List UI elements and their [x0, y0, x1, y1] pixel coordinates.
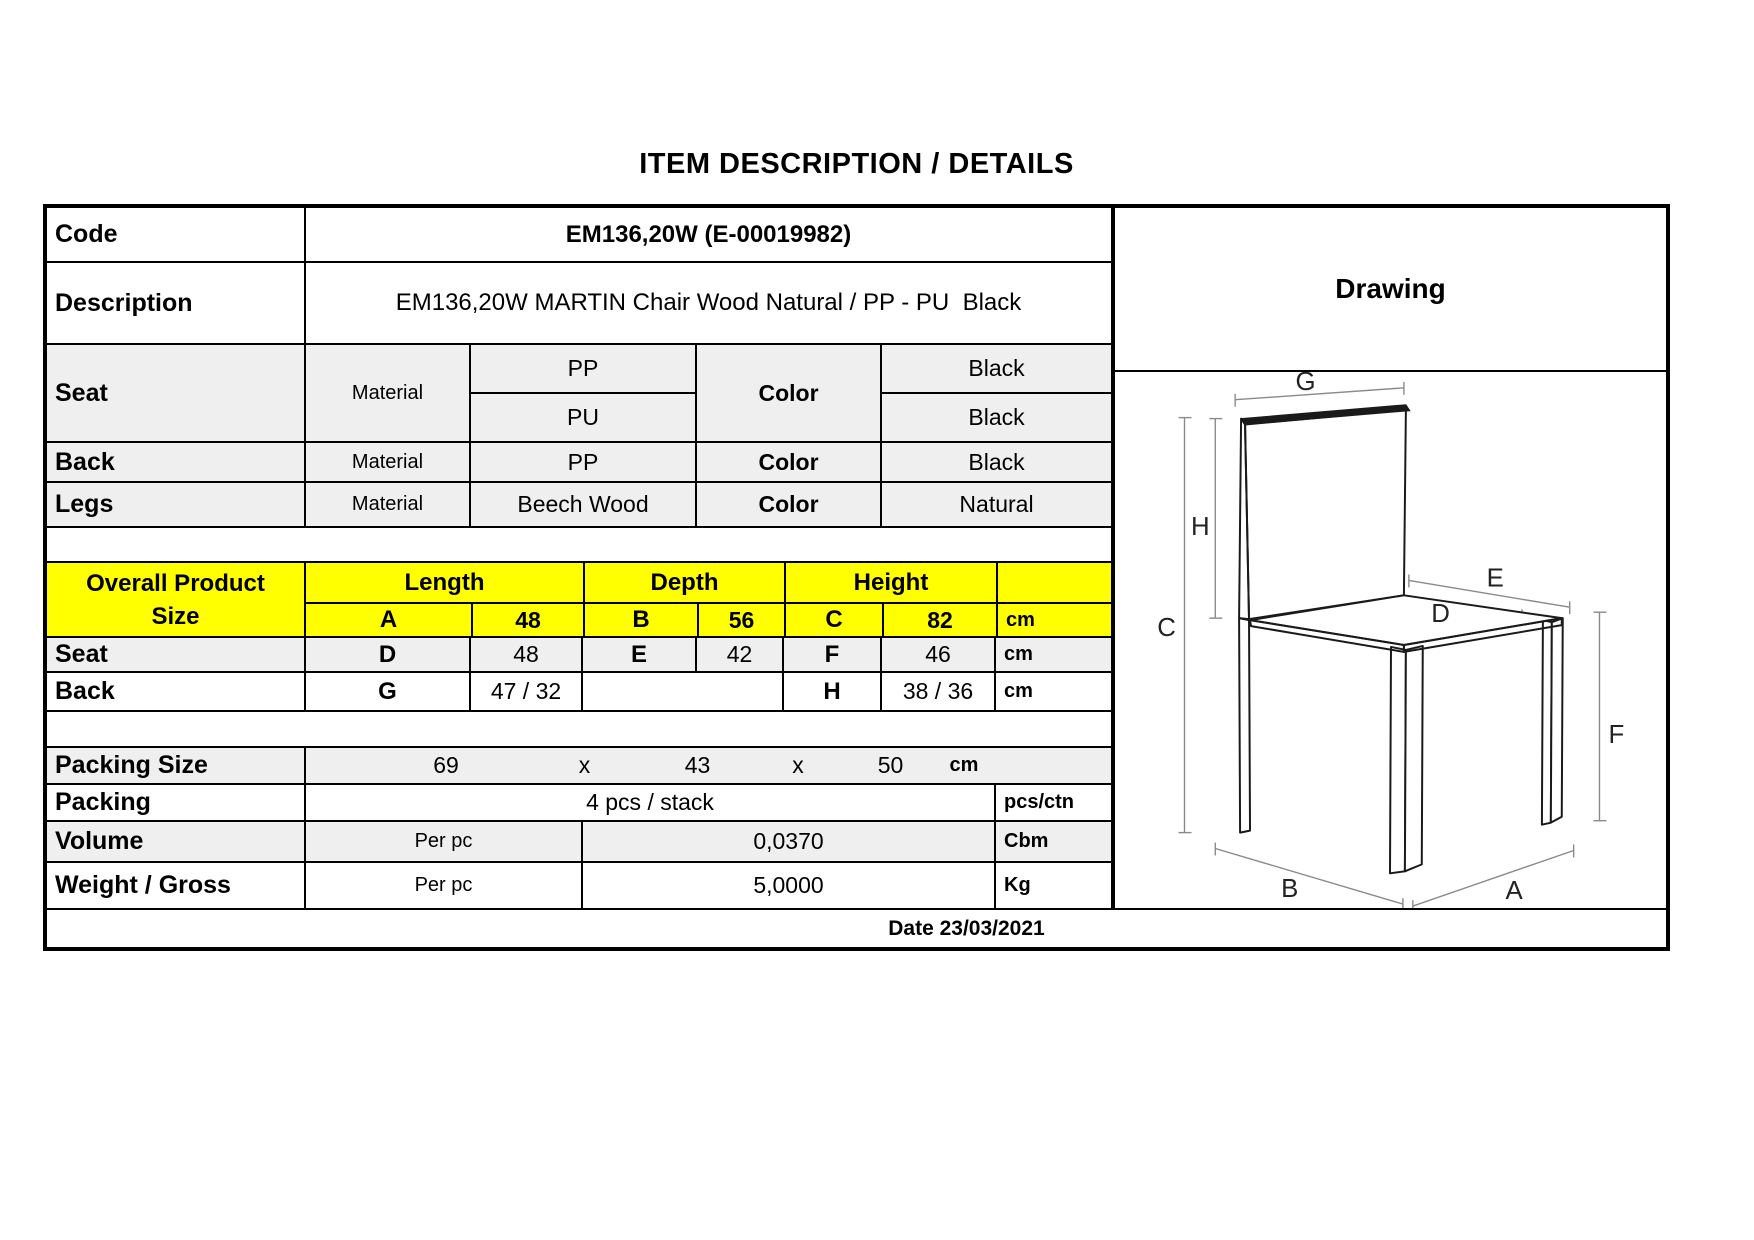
dim-label-g: G [1295, 372, 1316, 396]
drawing-panel [1111, 208, 1666, 908]
dim-label-c: C [1157, 614, 1176, 643]
seat-height-key: F [782, 638, 880, 671]
back-size-label: Back [55, 677, 115, 705]
row-legs-material [47, 483, 1111, 528]
legs-material-value: Beech Wood [469, 483, 695, 526]
volume-value: 0,0370 [581, 822, 994, 861]
seat-color-label: Color [695, 345, 880, 441]
chair-outline [1239, 405, 1563, 874]
overall-length-value: 48 [471, 604, 583, 636]
chair-drawing-svg [1115, 372, 1666, 908]
spacer-cell [47, 712, 1111, 746]
back-length-value: 47 / 32 [469, 673, 581, 710]
drawing-header: Drawing [1115, 208, 1666, 372]
height-header: Height [784, 563, 996, 602]
page-title: ITEM DESCRIPTION / DETAILS [639, 148, 1074, 180]
dim-label-h: H [1191, 512, 1210, 541]
back-part-label: Back [55, 447, 115, 476]
back-material-label: Material [304, 443, 469, 481]
chair-drawing [1115, 372, 1666, 908]
overall-depth-key: B [583, 604, 697, 636]
back-height-value: 38 / 36 [880, 673, 994, 710]
weight-label: Weight / Gross [55, 871, 231, 899]
seat-size-label: Seat [55, 640, 108, 668]
size-dimension-headers [306, 563, 1111, 604]
back-length-key: G [304, 673, 469, 710]
packing-size-height: 50 [877, 752, 904, 778]
back-size-empty [581, 673, 782, 710]
weight-unit: Kg [994, 863, 1111, 908]
packing-size-unit: cm [949, 754, 979, 776]
overall-height-value: 82 [882, 604, 996, 636]
back-material-value: PP [469, 443, 695, 481]
code-label: Code [55, 220, 118, 248]
row-packing [47, 785, 1111, 822]
row-back-material [47, 443, 1111, 483]
back-color-value: Black [880, 443, 1111, 481]
back-height-key: H [782, 673, 880, 710]
row-back-size [47, 673, 1111, 712]
packing-size-label: Packing Size [55, 751, 208, 779]
date-value: Date 23/03/2021 [888, 916, 1045, 940]
legs-part-label: Legs [55, 490, 114, 518]
seat-size-unit: cm [994, 638, 1111, 671]
description-value: EM136,20W MARTIN Chair Wood Natural / PP - PU Black [304, 263, 1111, 343]
seat-material-values [469, 345, 695, 441]
overall-length-key: A [306, 604, 471, 636]
volume-unit: Cbm [994, 822, 1111, 861]
packing-label: Packing [55, 788, 151, 816]
packing-size-depth: 43 [684, 752, 711, 778]
seat-material-pp: PP [471, 345, 695, 394]
seat-length-key: D [304, 638, 469, 671]
seat-material-pu: PU [567, 404, 599, 430]
back-color-label: Color [695, 443, 880, 481]
description-label: Description [55, 288, 193, 317]
row-overall-size-header [47, 563, 1111, 638]
row-spacer-1 [47, 528, 1111, 563]
volume-label: Volume [55, 827, 144, 855]
overall-height-key: C [784, 604, 882, 636]
seat-color-1: Black [882, 345, 1111, 394]
row-seat-size [47, 638, 1111, 673]
packing-size-length: 69 [433, 752, 459, 778]
overall-size-grid [304, 563, 1111, 636]
row-weight [47, 863, 1111, 908]
legs-color-value: Natural [880, 483, 1111, 526]
depth-header: Depth [583, 563, 784, 602]
row-packing-size [47, 748, 1111, 785]
row-spacer-2 [47, 712, 1111, 748]
seat-length-value: 48 [469, 638, 581, 671]
packing-size-x2: x [792, 752, 804, 778]
row-description [47, 263, 1111, 345]
packing-size-values [304, 748, 1111, 783]
seat-depth-value: 42 [695, 638, 782, 671]
volume-per: Per pc [304, 822, 581, 861]
spacer-cell [47, 528, 1111, 561]
dim-label-f: F [1608, 721, 1625, 750]
row-volume [47, 822, 1111, 863]
back-size-unit: cm [994, 673, 1111, 710]
weight-value: 5,0000 [581, 863, 994, 908]
overall-depth-value: 56 [697, 604, 784, 636]
overall-size-label-line1: Overall Product [86, 569, 265, 597]
spec-table-left [47, 208, 1111, 908]
dim-label-e: E [1486, 564, 1504, 593]
packing-unit: pcs/ctn [994, 785, 1111, 820]
seat-part-label: Seat [55, 378, 108, 407]
overall-size-unit: cm [996, 604, 1111, 636]
code-value: EM136,20W (E-00019982) [304, 208, 1111, 261]
row-code [47, 208, 1111, 263]
seat-depth-key: E [581, 638, 695, 671]
seat-material-label: Material [304, 345, 469, 441]
overall-size-values [306, 604, 1111, 636]
packing-value: 4 pcs / stack [304, 785, 994, 820]
row-seat-material [47, 345, 1111, 443]
legs-color-label: Color [695, 483, 880, 526]
seat-color-values [880, 345, 1111, 441]
size-header-blank [996, 563, 1111, 602]
seat-height-value: 46 [880, 638, 994, 671]
packing-size-x1: x [578, 752, 591, 778]
weight-per: Per pc [304, 863, 581, 908]
length-header: Length [306, 563, 583, 602]
row-date [47, 908, 1666, 947]
dim-label-a: A [1505, 877, 1523, 906]
dim-label-b: B [1281, 875, 1299, 904]
dim-label-d: D [1431, 600, 1450, 629]
overall-size-label-line2: Size [151, 602, 200, 630]
seat-color-2: Black [968, 404, 1025, 430]
legs-material-label: Material [304, 483, 469, 526]
spec-table-main [47, 208, 1666, 908]
spec-table [43, 204, 1670, 951]
overall-size-label [47, 563, 304, 636]
